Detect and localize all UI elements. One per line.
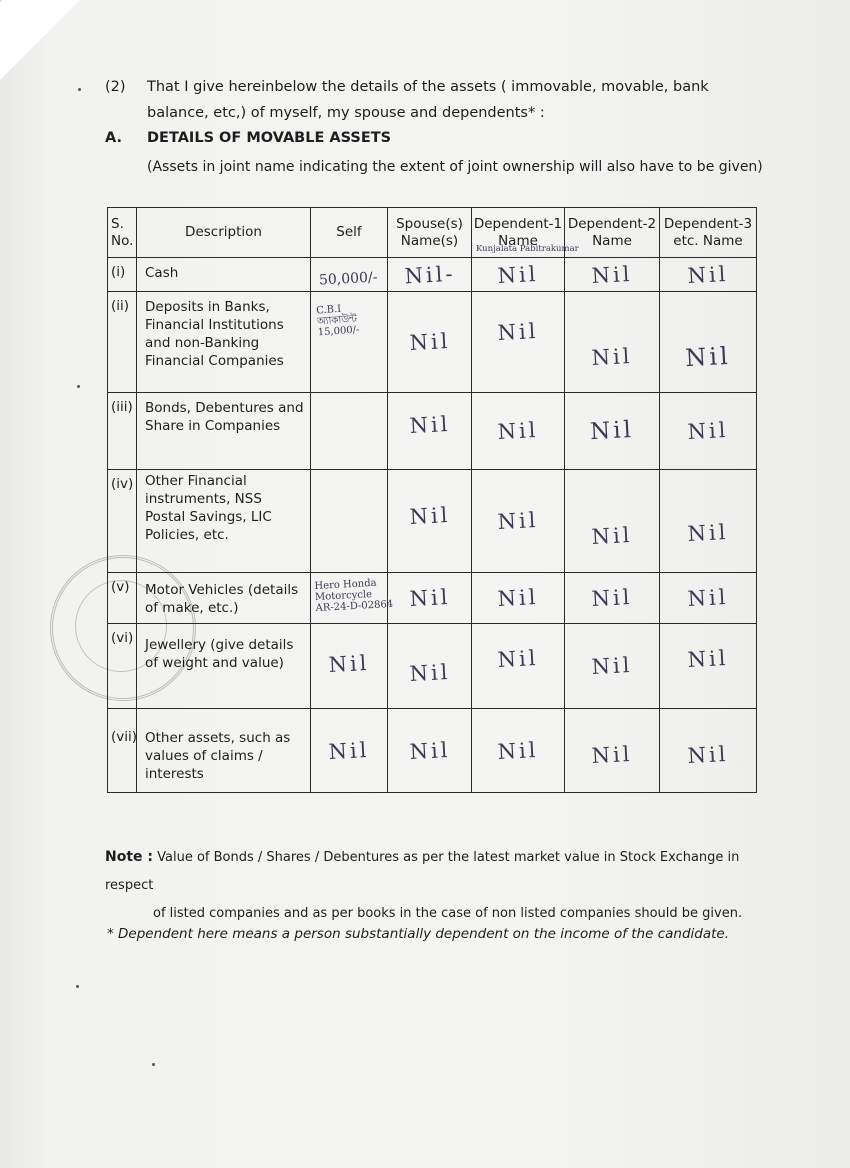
cell-dependent-2: Nil <box>565 258 660 292</box>
cell-dependent-2: Nil <box>565 470 660 573</box>
cell-dependent-3: Nil <box>660 258 757 292</box>
cell-self: Nil <box>311 624 388 709</box>
cell-dependent-1: Nil <box>472 292 565 393</box>
cell-dependent-3: Nil <box>660 709 757 793</box>
valuation-note <box>105 843 765 928</box>
intro-number: (2) <box>105 79 126 95</box>
cell-spouse: Nil <box>388 709 472 793</box>
cell-dependent-2: Nil <box>565 709 660 793</box>
header-dependent-1-label: Dependent-1 Name <box>473 215 563 249</box>
cell-dependent-1: Nil <box>472 624 565 709</box>
row-sno: (vi) <box>108 624 137 709</box>
row-sno: (ii) <box>108 292 137 393</box>
row-sno: (i) <box>108 258 137 292</box>
cell-dependent-1: Nil <box>472 709 565 793</box>
intro-paragraph <box>105 74 755 126</box>
cell-dependent-3: Nil <box>660 624 757 709</box>
cell-self <box>311 470 388 573</box>
section-heading <box>105 130 391 146</box>
cell-self <box>311 393 388 470</box>
table-row <box>108 470 757 573</box>
cell-self <box>311 292 388 393</box>
row-description: Jewellery (give details of weight and value) <box>137 624 311 709</box>
row-description: Bonds, Debentures and Share in Companies <box>137 393 311 470</box>
cell-dependent-1: Nil <box>472 573 565 624</box>
note-label: Note : <box>105 849 153 865</box>
row-description: Deposits in Banks, Financial Institutions and non-Banking Financial Companies <box>137 292 311 393</box>
cell-dependent-3: Nil <box>660 573 757 624</box>
section-subtitle: (Assets in joint name indicating the extent of joint ownership will also have to be given) <box>147 159 763 175</box>
movable-assets-table <box>107 207 757 793</box>
header-sno: S. No. <box>108 208 137 258</box>
handwritten-cash-amount: 50,000/- <box>318 269 378 289</box>
cell-dependent-3: Nil <box>660 292 757 393</box>
row-sno: (vii) <box>108 709 137 793</box>
cell-spouse: Nil <box>388 393 472 470</box>
cell-dependent-2: Nil <box>565 292 660 393</box>
handwritten-vehicle-note: Hero Honda Motorcycle AR-24-D-02864 <box>314 577 394 615</box>
cell-self <box>311 573 394 624</box>
handwritten-bank-note: C.B.I অ্যাকাউন্ট 15,000/- <box>315 303 360 339</box>
table-row <box>108 573 757 624</box>
speck <box>76 985 79 988</box>
header-description: Description <box>137 208 311 258</box>
table-row <box>108 624 757 709</box>
header-spouse: Spouse(s) Name(s) <box>388 208 472 258</box>
row-sno: (iv) <box>108 470 137 573</box>
table-row <box>108 393 757 470</box>
cell-dependent-3: Nil <box>660 470 757 573</box>
row-sno: (iii) <box>108 393 137 470</box>
row-description: Other Financial instruments, NSS Postal Savings, LIC Policies, etc. <box>137 470 311 573</box>
cell-spouse: Nil <box>388 470 472 573</box>
cell-dependent-1: Nil <box>472 470 565 573</box>
cell-self: Nil <box>311 709 388 793</box>
cell-spouse: Nil <box>388 292 472 393</box>
dependent-definition: * Dependent here means a person substantially dependent on the income of the candidate. <box>107 926 730 942</box>
note-line-2: of listed companies and as per books in the case of non listed companies should be given. <box>153 906 743 921</box>
cell-dependent-2: Nil <box>565 573 660 624</box>
cell-dependent-2: Nil <box>565 624 660 709</box>
intro-text: That I give hereinbelow the details of the assets ( immovable, movable, bank balance, etc,) of myself, my spouse and dependents* : <box>147 79 709 121</box>
dependent-1-handwritten-name: Kunjalata Pabitrakumar <box>476 244 579 254</box>
header-dependent-2: Dependent-2 Name <box>565 208 660 258</box>
folded-corner <box>0 0 80 80</box>
header-self: Self <box>311 208 388 258</box>
row-description: Other assets, such as values of claims / interests <box>137 709 311 793</box>
cell-self <box>311 258 388 292</box>
cell-dependent-1: Nil <box>472 258 565 292</box>
speck <box>78 88 81 91</box>
cell-dependent-2: Nil <box>565 393 660 470</box>
table-row <box>108 709 757 793</box>
cell-dependent-3: Nil <box>660 393 757 470</box>
note-line-1: Value of Bonds / Shares / Debentures as per the latest market value in Stock Exchange in respect <box>105 850 740 893</box>
row-description: Motor Vehicles (details of make, etc.) <box>137 573 311 624</box>
cell-dependent-1: Nil <box>472 393 565 470</box>
header-dependent-3: Dependent-3 etc. Name <box>660 208 757 258</box>
cell-spouse: Nil- <box>388 258 472 292</box>
section-letter: A. <box>105 130 122 146</box>
speck <box>152 1063 155 1066</box>
table-row <box>108 258 757 292</box>
table-header-row <box>108 208 757 258</box>
row-sno: (v) <box>108 573 137 624</box>
table-row <box>108 292 757 393</box>
cell-spouse: Nil <box>388 573 472 624</box>
speck <box>77 385 80 388</box>
header-dependent-1 <box>472 208 579 258</box>
cell-spouse: Nil <box>388 624 472 709</box>
section-title: DETAILS OF MOVABLE ASSETS <box>147 130 392 146</box>
row-description: Cash <box>137 258 311 292</box>
